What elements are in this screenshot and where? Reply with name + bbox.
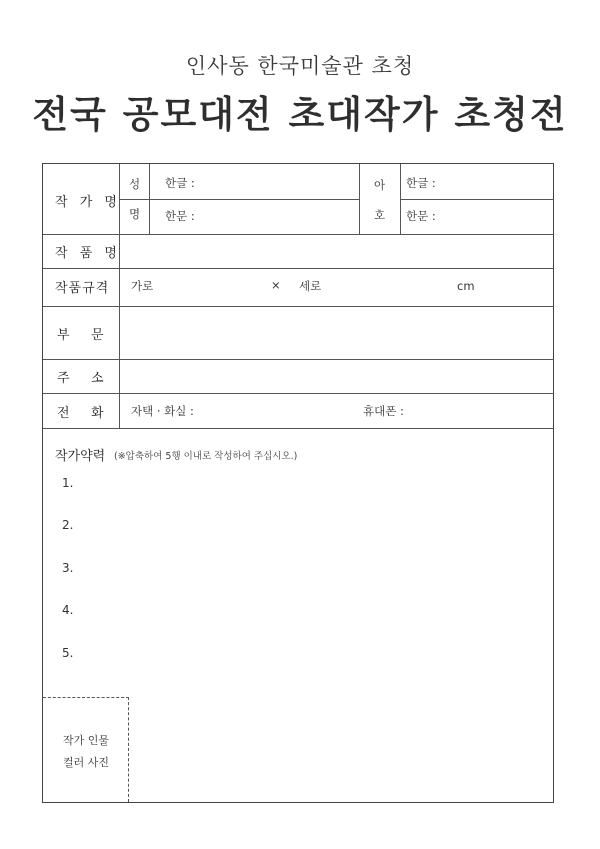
pen-name-right-divider xyxy=(400,164,401,234)
pen-name-left-divider xyxy=(359,164,360,234)
work-title-label: 작 품 명 xyxy=(55,246,121,261)
unit-cm: cm xyxy=(457,279,475,293)
name-hanja-field[interactable]: 한문 : xyxy=(165,209,195,223)
work-size-label: 작품규격 xyxy=(55,281,110,296)
photo-caption-line-2: 컬러 사진 xyxy=(62,756,109,769)
name-sub-column-divider xyxy=(149,164,150,234)
name-label-seong: 성 xyxy=(129,177,141,191)
name-row-divider xyxy=(119,199,359,200)
pen-name-row-divider xyxy=(400,199,554,200)
height-label: 세로 xyxy=(299,279,322,293)
home-studio-phone-field[interactable]: 자택 · 화실 : xyxy=(131,404,194,418)
name-label-myeong: 명 xyxy=(129,207,141,221)
pen-name-hangul-field[interactable]: 한글 : xyxy=(406,176,436,190)
category-label-mun: 문 xyxy=(91,328,108,343)
width-label: 가로 xyxy=(131,279,154,293)
mobile-phone-field[interactable]: 휴대폰 : xyxy=(363,404,404,418)
form-title: 전국 공모대전 초대작가 초청전 xyxy=(32,93,568,136)
artist-name-label: 작 가 명 xyxy=(55,195,121,210)
phone-label-hwa: 화 xyxy=(91,406,108,421)
name-hangul-field[interactable]: 한글 : xyxy=(165,176,195,190)
bio-line-4[interactable]: 4. xyxy=(62,603,74,617)
bio-line-3[interactable]: 3. xyxy=(62,561,74,575)
bio-line-1[interactable]: 1. xyxy=(62,476,74,490)
times-sign: × xyxy=(271,278,281,292)
pen-name-label-ho: 호 xyxy=(374,208,386,222)
bio-line-2[interactable]: 2. xyxy=(62,518,74,532)
photo-placeholder[interactable] xyxy=(43,697,129,802)
bio-line-5[interactable]: 5. xyxy=(62,646,74,660)
address-label-so: 소 xyxy=(91,371,108,386)
pen-name-label-a: 아 xyxy=(374,178,386,192)
form-subtitle: 인사동 한국미술관 초청 xyxy=(185,54,415,78)
pen-name-hanja-field[interactable]: 한문 : xyxy=(406,209,436,223)
phone-label-jeon: 전 xyxy=(57,406,74,421)
photo-caption-line-1: 작가 인물 xyxy=(62,734,109,747)
application-form xyxy=(42,163,554,803)
row-divider-6 xyxy=(43,428,554,429)
bio-label: 작가약력 xyxy=(55,449,106,464)
bio-note: (※압축하여 5행 이내로 작성하여 주십시오.) xyxy=(114,451,298,462)
address-label-ju: 주 xyxy=(57,371,74,386)
category-label-bu: 부 xyxy=(57,328,74,343)
